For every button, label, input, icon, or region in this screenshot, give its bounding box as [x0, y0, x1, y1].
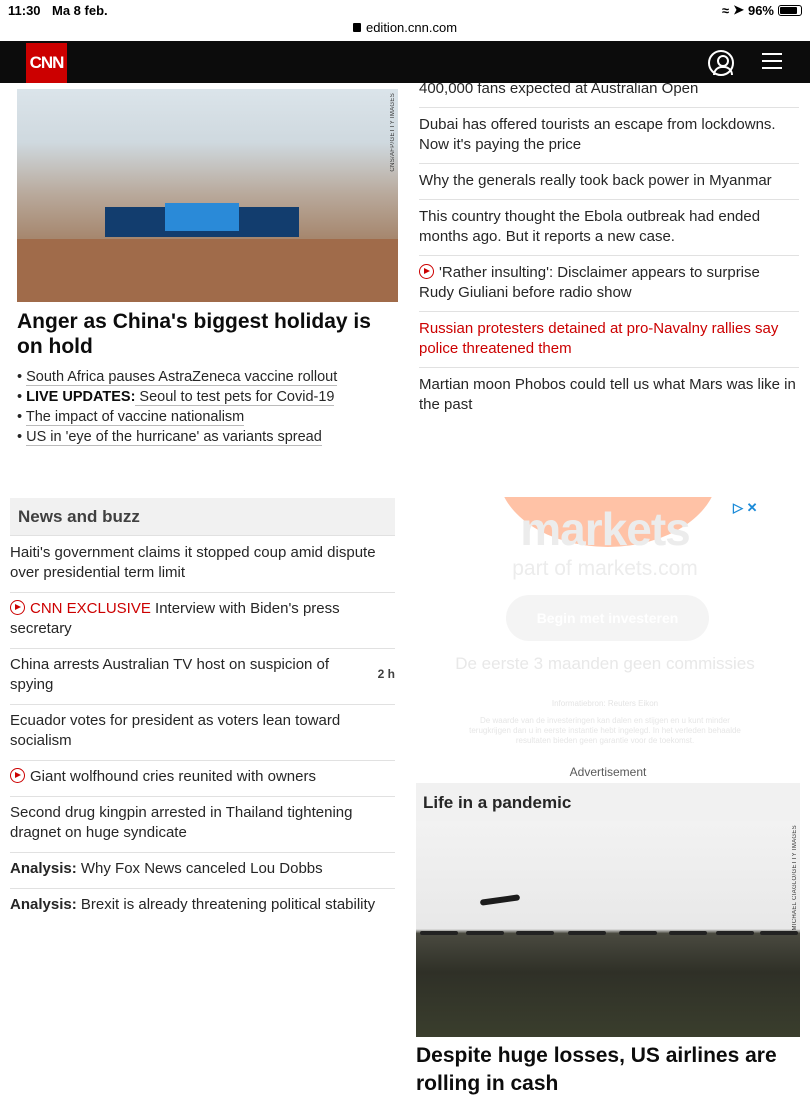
image-credit: MICHAEL CIAGLO/GETTY IMAGES	[792, 825, 798, 931]
pandemic-headline[interactable]: Despite huge losses, US airlines are rolling in cash	[416, 1044, 777, 1095]
headline-item[interactable]: 400,000 fans expected at Australian Open	[419, 80, 799, 108]
ad-info: Informatiebron: Reuters Eikon	[551, 699, 659, 708]
cnn-logo[interactable]: CNN	[26, 43, 67, 83]
hero-image[interactable]	[17, 89, 398, 302]
parked-airplane	[420, 931, 458, 935]
wifi-icon: ≈	[721, 2, 730, 18]
status-icons	[722, 2, 802, 18]
related-link[interactable]: • South Africa pauses AstraZeneca vaccine rollout	[17, 369, 338, 385]
advertisement[interactable]	[440, 497, 770, 757]
url-text: edition.cnn.com	[365, 20, 458, 35]
battery-fill	[780, 7, 797, 14]
headline-list	[419, 80, 799, 424]
battery-percent: 96%	[747, 2, 774, 18]
ad-offer: De eerste 3 maanden geen commissies	[455, 654, 755, 673]
location-arrow-icon: ➤	[733, 2, 744, 17]
image-credit: CNS/AFP/GETTY IMAGES	[390, 93, 396, 172]
parked-airplane	[716, 931, 754, 935]
parked-airplane	[466, 931, 504, 935]
related-link[interactable]: • The impact of vaccine nationalism	[17, 409, 245, 425]
hero-headline[interactable]: Anger as China's biggest holiday is on hold	[17, 310, 371, 358]
adchoices-icon[interactable]: ▷ ✕	[733, 500, 758, 515]
headline-item[interactable]: Why the generals really took back power in Myanmar	[419, 164, 799, 200]
status-bar	[0, 0, 810, 40]
buzz-item[interactable]: Analysis: Why Fox News canceled Lou Dobbs	[10, 853, 395, 889]
hall-floor	[17, 239, 398, 302]
play-icon	[419, 264, 434, 279]
hero-related-links	[17, 367, 407, 447]
buzz-item[interactable]: CNN EXCLUSIVE Interview with Biden's press secretary	[10, 593, 395, 649]
play-icon	[10, 768, 25, 783]
hamburger-menu-icon[interactable]	[762, 53, 782, 71]
play-icon	[10, 600, 25, 615]
address-bar[interactable]	[0, 20, 810, 35]
timestamp: 2 h	[377, 667, 395, 681]
news-buzz-list	[10, 537, 395, 945]
buzz-item[interactable]: Analysis: Brexit is already threatening political stability	[10, 896, 376, 913]
ad-disclaimer: De waarde van de investeringen kan dalen en stijgen en u kunt minder terugkrijgen dan u in eerste instantie hebt ingelegd. In het verleden behaalde resultaten bieden geen garantie voor de toekomst.	[469, 716, 741, 745]
top-nav	[0, 41, 810, 83]
ad-brand: markets	[520, 503, 690, 555]
buzz-item[interactable]: China arrests Australian TV host on suspicion of spying 2 h	[10, 649, 395, 705]
ad-label: Advertisement	[569, 765, 647, 779]
buzz-item[interactable]: Haiti's government claims it stopped coup amid dispute over presidential term limit	[10, 537, 395, 593]
headline-item[interactable]: This country thought the Ebola outbreak had ended months ago. But it reports a new case.	[419, 200, 799, 256]
section-heading: News and buzz	[10, 498, 395, 536]
battery-icon	[778, 5, 802, 16]
pandemic-image[interactable]	[416, 821, 800, 1037]
parked-airplane	[568, 931, 606, 935]
buzz-item[interactable]: Giant wolfhound cries reunited with owners	[10, 761, 395, 797]
section-heading: Life in a pandemic	[416, 783, 800, 821]
buzz-item[interactable]: Second drug kingpin arrested in Thailand tightening dragnet on huge syndicate	[10, 797, 395, 853]
user-icon[interactable]	[708, 50, 734, 76]
headline-item[interactable]: Russian protesters detained at pro-Navalny rallies say police threatened them	[419, 312, 799, 368]
lock-icon	[353, 23, 361, 32]
parked-airplane	[760, 931, 798, 935]
headline-item[interactable]: Martian moon Phobos could tell us what Mars was like in the past	[419, 376, 796, 413]
related-link[interactable]: • LIVE UPDATES: Seoul to test pets for Covid-19	[17, 389, 335, 405]
display-screen	[165, 203, 239, 231]
buzz-item[interactable]: Ecuador votes for president as voters lean toward socialism	[10, 705, 395, 761]
parked-airplane	[669, 931, 707, 935]
headline-item[interactable]: Dubai has offered tourists an escape from lockdowns. Now it's paying the price	[419, 80, 799, 164]
related-link[interactable]: • US in 'eye of the hurricane' as variants spread	[17, 429, 322, 445]
ad-cta-button[interactable]: Begin met investeren	[506, 595, 709, 641]
status-time: 11:30	[8, 3, 41, 18]
ad-subtitle: part of markets.com	[512, 557, 698, 580]
airplane	[480, 894, 520, 906]
parked-airplane	[619, 931, 657, 935]
headline-item[interactable]: 'Rather insulting': Disclaimer appears to surprise Rudy Giuliani before radio show	[419, 256, 799, 312]
parked-airplane	[516, 931, 554, 935]
status-date: Ma 8 feb.	[52, 3, 108, 18]
